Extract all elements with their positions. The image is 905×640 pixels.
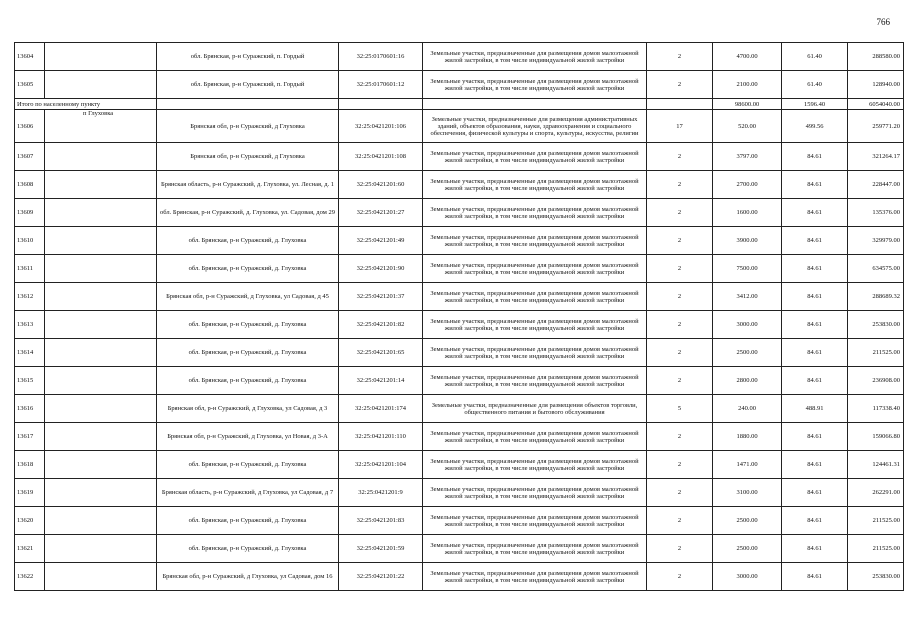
empty-cell: [45, 255, 157, 283]
row-number: 13610: [15, 227, 45, 255]
row-number: 13619: [15, 479, 45, 507]
table-row: [15, 143, 904, 171]
empty-cell: [45, 423, 157, 451]
cadastral-value: 253830.00: [848, 311, 904, 339]
address-cell: обл. Брянская, р-н Суражский, д. Глуховка: [157, 311, 339, 339]
land-area: 2800.00: [713, 367, 782, 395]
row-number: 13618: [15, 451, 45, 479]
table-row: [15, 110, 904, 143]
specific-value: 61.40: [782, 43, 848, 71]
cadastral-value: 128940.00: [848, 71, 904, 99]
row-number: 13605: [15, 71, 45, 99]
land-area: 520.00: [713, 110, 782, 143]
empty-cell: [45, 199, 157, 227]
table-row: [15, 227, 904, 255]
land-area: 3412.00: [713, 283, 782, 311]
total-rate: 1596.40: [782, 99, 848, 110]
land-purpose: Земельные участки, предназначенные для размещения домов малоэтажной жилой застройки, в том числе индивидуальной жилой застройки: [423, 71, 647, 99]
land-purpose: Земельные участки, предназначенные для размещения домов малоэтажной жилой застройки, в том числе индивидуальной жилой застройки: [423, 311, 647, 339]
locality-name: п Глуховка: [45, 110, 157, 143]
total-row: [15, 99, 904, 110]
row-number: 13616: [15, 395, 45, 423]
cadastral-number: 32:25:0421201:108: [339, 143, 423, 171]
rows-after-total: [15, 110, 904, 591]
table-row: [15, 507, 904, 535]
cadastral-value: 211525.00: [848, 507, 904, 535]
land-area: 3100.00: [713, 479, 782, 507]
cadastral-number: 32:25:0421201:9: [339, 479, 423, 507]
table-row: [15, 171, 904, 199]
purpose-code: 2: [647, 535, 713, 563]
empty-cell: [45, 311, 157, 339]
cadastral-value: 124461.31: [848, 451, 904, 479]
table-row: [15, 367, 904, 395]
land-purpose: Земельные участки, предназначенные для размещения объектов торговли, общественного питания и бытового обслуживания: [423, 395, 647, 423]
empty-cell: [45, 171, 157, 199]
specific-value: 499.56: [782, 110, 848, 143]
address-cell: обл. Брянская, р-н Суражский, п. Гордый: [157, 71, 339, 99]
purpose-code: 2: [647, 451, 713, 479]
address-cell: обл. Брянская, р-н Суражский, д. Глуховка: [157, 535, 339, 563]
land-purpose: Земельные участки, предназначенные для размещения домов малоэтажной жилой застройки, в том числе индивидуальной жилой застройки: [423, 339, 647, 367]
empty-cell: [45, 43, 157, 71]
address-cell: обл. Брянская, р-н Суражский, д. Глуховка: [157, 227, 339, 255]
row-number: 13617: [15, 423, 45, 451]
purpose-code: 2: [647, 71, 713, 99]
land-area: 2500.00: [713, 535, 782, 563]
table-row: [15, 563, 904, 591]
purpose-code: 2: [647, 43, 713, 71]
address-cell: обл. Брянская, р-н Суражский, д. Глуховка: [157, 255, 339, 283]
specific-value: 488.91: [782, 395, 848, 423]
table-row: [15, 199, 904, 227]
row-number: 13609: [15, 199, 45, 227]
cadastral-value: 117338.40: [848, 395, 904, 423]
land-area: 2500.00: [713, 507, 782, 535]
purpose-code: 2: [647, 255, 713, 283]
land-area: 4700.00: [713, 43, 782, 71]
table-row: [15, 451, 904, 479]
table-row: [15, 71, 904, 99]
address-cell: обл. Брянская, р-н Суражский, д. Глуховка: [157, 367, 339, 395]
cadastral-value: 253830.00: [848, 563, 904, 591]
cadastral-number: 32:25:0421201:104: [339, 451, 423, 479]
row-number: 13613: [15, 311, 45, 339]
cadastral-number: 32:25:0421201:27: [339, 199, 423, 227]
cadastral-value: 211525.00: [848, 535, 904, 563]
cadastral-value: 236908.00: [848, 367, 904, 395]
cadastral-number: 32:25:0421201:106: [339, 110, 423, 143]
specific-value: 84.61: [782, 311, 848, 339]
cadastral-number: 32:25:0421201:22: [339, 563, 423, 591]
address-cell: обл. Брянская, р-н Суражский, п. Гордый: [157, 43, 339, 71]
table-row: [15, 283, 904, 311]
empty-cell: [45, 563, 157, 591]
empty-cell: [45, 339, 157, 367]
total-label: Итого по населенному пункту: [15, 99, 157, 110]
land-area: 3000.00: [713, 563, 782, 591]
empty-cell: [45, 367, 157, 395]
total-section: [15, 99, 904, 110]
table-row: [15, 535, 904, 563]
cadastral-value: 135376.00: [848, 199, 904, 227]
address-cell: Брянская область, р-н Суражский, д. Глуховка, ул. Лесная, д. 1: [157, 171, 339, 199]
land-purpose: Земельные участки, предназначенные для размещения домов малоэтажной жилой застройки, в том числе индивидуальной жилой застройки: [423, 451, 647, 479]
address-cell: Брянская обл, р-н Суражский, д Глуховка, ул Садовая, д 45: [157, 283, 339, 311]
purpose-code: 17: [647, 110, 713, 143]
row-number: 13611: [15, 255, 45, 283]
land-purpose: Земельные участки, предназначенные для размещения домов малоэтажной жилой застройки, в том числе индивидуальной жилой застройки: [423, 199, 647, 227]
row-number: 13608: [15, 171, 45, 199]
empty-cell: [45, 395, 157, 423]
page-number: 766: [876, 17, 890, 27]
empty-cell: [45, 71, 157, 99]
empty-cell: [45, 283, 157, 311]
purpose-code: 2: [647, 367, 713, 395]
land-purpose: Земельные участки, предназначенные для размещения домов малоэтажной жилой застройки, в том числе индивидуальной жилой застройки: [423, 143, 647, 171]
land-purpose: Земельные участки, предназначенные для размещения домов малоэтажной жилой застройки, в том числе индивидуальной жилой застройки: [423, 227, 647, 255]
total-value: 6054040.00: [848, 99, 904, 110]
cadastral-value: 159066.80: [848, 423, 904, 451]
cadastral-number: 32:25:0421201:65: [339, 339, 423, 367]
specific-value: 84.61: [782, 283, 848, 311]
row-number: 13607: [15, 143, 45, 171]
address-cell: Брянская обл, р-н Суражский, д Глуховка: [157, 143, 339, 171]
row-number: 13612: [15, 283, 45, 311]
land-area: 3000.00: [713, 311, 782, 339]
cadastral-value: 288689.32: [848, 283, 904, 311]
purpose-code: 5: [647, 395, 713, 423]
land-area: 2700.00: [713, 171, 782, 199]
specific-value: 84.61: [782, 563, 848, 591]
cadastral-number: 32:25:0421201:49: [339, 227, 423, 255]
cadastral-value: 259771.20: [848, 110, 904, 143]
empty-cell: [45, 227, 157, 255]
purpose-code: 2: [647, 283, 713, 311]
land-purpose: Земельные участки, предназначенные для размещения домов малоэтажной жилой застройки, в том числе индивидуальной жилой застройки: [423, 255, 647, 283]
cadastral-number: 32:25:0421201:90: [339, 255, 423, 283]
specific-value: 84.61: [782, 423, 848, 451]
cadastral-value: 211525.00: [848, 339, 904, 367]
row-number: 13621: [15, 535, 45, 563]
specific-value: 84.61: [782, 535, 848, 563]
row-number: 13620: [15, 507, 45, 535]
cadastral-value-table: [14, 42, 904, 591]
row-number: 13622: [15, 563, 45, 591]
land-area: 3900.00: [713, 227, 782, 255]
land-purpose: Земельные участки, предназначенные для размещения домов малоэтажной жилой застройки, в том числе индивидуальной жилой застройки: [423, 43, 647, 71]
specific-value: 84.61: [782, 227, 848, 255]
specific-value: 84.61: [782, 479, 848, 507]
land-area: 1600.00: [713, 199, 782, 227]
specific-value: 84.61: [782, 339, 848, 367]
purpose-code: 2: [647, 143, 713, 171]
table-row: [15, 339, 904, 367]
specific-value: 84.61: [782, 507, 848, 535]
cadastral-value: 262291.00: [848, 479, 904, 507]
land-area: 2500.00: [713, 339, 782, 367]
cadastral-number: 32:25:0421201:82: [339, 311, 423, 339]
empty-cell: [45, 535, 157, 563]
address-cell: Брянская обл, р-н Суражский, д Глуховка, ул Садовая, д 3: [157, 395, 339, 423]
row-number: 13604: [15, 43, 45, 71]
cadastral-number: 32:25:0421201:110: [339, 423, 423, 451]
cadastral-value: 634575.00: [848, 255, 904, 283]
land-purpose: Земельные участки, предназначенные для размещения домов малоэтажной жилой застройки, в том числе индивидуальной жилой застройки: [423, 171, 647, 199]
cadastral-number: 32:25:0421201:59: [339, 535, 423, 563]
cadastral-number: 32:25:0170601:12: [339, 71, 423, 99]
empty-cell: [45, 507, 157, 535]
purpose-code: 2: [647, 199, 713, 227]
cadastral-value: 329979.00: [848, 227, 904, 255]
specific-value: 84.61: [782, 171, 848, 199]
empty-cell: [45, 479, 157, 507]
cadastral-number: 32:25:0421201:37: [339, 283, 423, 311]
land-purpose: Земельные участки, предназначенные для размещения домов малоэтажной жилой застройки, в том числе индивидуальной жилой застройки: [423, 423, 647, 451]
specific-value: 84.61: [782, 143, 848, 171]
purpose-code: 2: [647, 479, 713, 507]
address-cell: обл. Брянская, р-н Суражский, д. Глуховка: [157, 507, 339, 535]
table-row: [15, 479, 904, 507]
specific-value: 84.61: [782, 199, 848, 227]
purpose-code: 2: [647, 227, 713, 255]
specific-value: 84.61: [782, 255, 848, 283]
specific-value: 61.40: [782, 71, 848, 99]
land-purpose: Земельные участки, предназначенные для размещения административных зданий, объектов образования, науки, здравоохранения и социального обеспечения, физической культуры и спорта, культуры, искусства, религии: [423, 110, 647, 143]
land-purpose: Земельные участки, предназначенные для размещения домов малоэтажной жилой застройки, в том числе индивидуальной жилой застройки: [423, 283, 647, 311]
land-area: 7500.00: [713, 255, 782, 283]
purpose-code: 2: [647, 423, 713, 451]
table-row: [15, 311, 904, 339]
land-purpose: Земельные участки, предназначенные для размещения домов малоэтажной жилой застройки, в том числе индивидуальной жилой застройки: [423, 367, 647, 395]
land-purpose: Земельные участки, предназначенные для размещения домов малоэтажной жилой застройки, в том числе индивидуальной жилой застройки: [423, 563, 647, 591]
cadastral-number: 32:25:0421201:83: [339, 507, 423, 535]
land-area: 2100.00: [713, 71, 782, 99]
address-cell: Брянская обл, р-н Суражский, д Глуховка, ул Новая, д 3-А: [157, 423, 339, 451]
rows-before-total: [15, 43, 904, 99]
row-number: 13614: [15, 339, 45, 367]
specific-value: 84.61: [782, 451, 848, 479]
purpose-code: 2: [647, 507, 713, 535]
land-purpose: Земельные участки, предназначенные для размещения домов малоэтажной жилой застройки, в том числе индивидуальной жилой застройки: [423, 479, 647, 507]
table-row: [15, 43, 904, 71]
land-area: 240.00: [713, 395, 782, 423]
cadastral-value: 228447.00: [848, 171, 904, 199]
land-area: 1880.00: [713, 423, 782, 451]
land-purpose: Земельные участки, предназначенные для размещения домов малоэтажной жилой застройки, в том числе индивидуальной жилой застройки: [423, 507, 647, 535]
table-row: [15, 423, 904, 451]
cadastral-number: 32:25:0421201:174: [339, 395, 423, 423]
empty-cell: [45, 143, 157, 171]
table-row: [15, 255, 904, 283]
cadastral-number: 32:25:0421201:60: [339, 171, 423, 199]
purpose-code: 2: [647, 171, 713, 199]
address-cell: Брянская обл, р-н Суражский, д Глуховка: [157, 110, 339, 143]
address-cell: Брянская обл, р-н Суражский, д Глуховка, ул Садовая, дом 16: [157, 563, 339, 591]
cadastral-value: 321264.17: [848, 143, 904, 171]
cadastral-value: 288580.00: [848, 43, 904, 71]
row-number: 13615: [15, 367, 45, 395]
land-area: 3797.00: [713, 143, 782, 171]
total-area: 98600.00: [713, 99, 782, 110]
address-cell: обл. Брянская, р-н Суражский, д. Глуховка: [157, 451, 339, 479]
land-area: 1471.00: [713, 451, 782, 479]
address-cell: Брянская область, р-н Суражский, д Глуховка, ул Садовая, д 7: [157, 479, 339, 507]
cadastral-number: 32:25:0170601:16: [339, 43, 423, 71]
table-row: [15, 395, 904, 423]
cadastral-number: 32:25:0421201:14: [339, 367, 423, 395]
row-number: 13606: [15, 110, 45, 143]
purpose-code: 2: [647, 339, 713, 367]
empty-cell: [45, 451, 157, 479]
purpose-code: 2: [647, 563, 713, 591]
address-cell: обл. Брянская, р-н Суражский, д. Глуховка: [157, 339, 339, 367]
land-purpose: Земельные участки, предназначенные для размещения домов малоэтажной жилой застройки, в том числе индивидуальной жилой застройки: [423, 535, 647, 563]
specific-value: 84.61: [782, 367, 848, 395]
address-cell: обл. Брянская, р-н Суражский, д. Глуховка, ул. Садовая, дом 29: [157, 199, 339, 227]
purpose-code: 2: [647, 311, 713, 339]
